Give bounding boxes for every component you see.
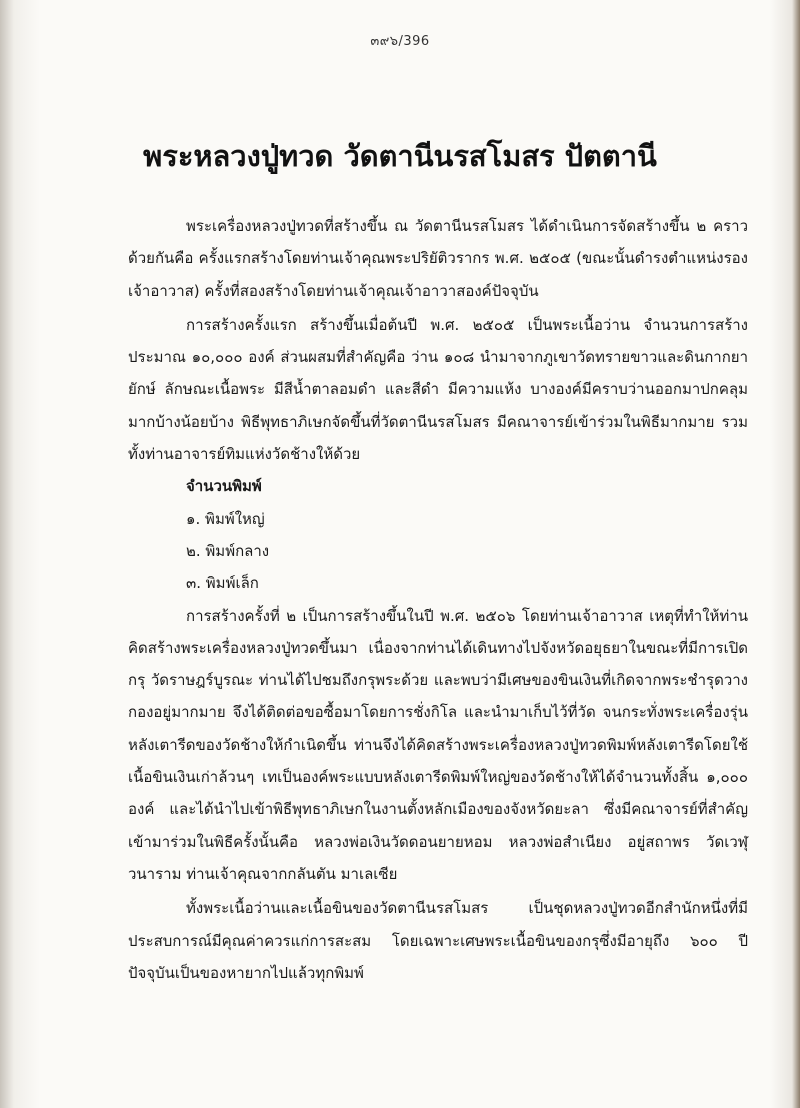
prints-heading: จำนวนพิมพ์ [186,477,262,496]
paragraph-intro: พระเครื่องหลวงปู่ทวดที่สร้างขึ้น ณ วัดตานีนรสโมสร ได้ดำเนินการจัดสร้างขึ้น ๒ คราวด้วยกันคือ ครั้งแรกสร้างโดยท่านเจ้าคุณพระปริยัติวรากร พ.ศ. ๒๕๐๕ (ขณะนั้นดำรงตำแหน่งรองเจ้าอาวาส) ครั้งที่สองสร้างโดยท่านเจ้าคุณเจ้าอาวาสองค์ปัจจุบัน [128,217,748,300]
paragraph-first-creation: การสร้างครั้งแรก สร้างขึ้นเมื่อต้นปี พ.ศ. ๒๕๐๕ เป็นพระเนื้อว่าน จำนวนการสร้างประมาณ ๑๐,๐๐๐ องค์ ส่วนผสมที่สำคัญคือ ว่าน ๑๐๘ นำมาจากภูเขาวัดทรายขาวและดินกากยายักษ์ ลักษณะเนื้อพระ มีสีน้ำตาลอมดำ และสีดำ มีความแห้ง บางองค์มีคราบว่านออกมาปกคลุมมากบ้างน้อยบ้าง พิธีพุทธาภิเษกจัดขึ้นที่วัดตานีนรสโมสร มีคณาจารย์เข้าร่วมในพิธีมากมาย รวมทั้งท่านอาจารย์ทิมแห่งวัดช้างให้ด้วย [128,315,748,464]
paragraph-second-creation: การสร้างครั้งที่ ๒ เป็นการสร้างขึ้นในปี พ.ศ. ๒๕๐๖ โดยท่านเจ้าอาวาส เหตุที่ทำให้ท่านคิดสร้างพระเครื่องหลวงปู่ทวดขึ้นมา เนื่องจากท่านได้เดินทางไปจังหวัดอยุธยาในขณะที่มีการเปิดกรุ วัดราษฎร์บูรณะ ท่านได้ไปชมถึงกรุพระด้วย และพบว่ามีเศษของขินเงินที่เกิดจากพระชำรุดวางกองอยู่มากมาย จึงได้ติดต่อขอซื้อมาโดยการชั่งกิโล และนำมาเก็บไว้ที่วัด จนกระทั่งพระเครื่องรุ่นหลังเตารีดของวัดช้างให้กำเนิดขึ้น ท่านจึงได้คิดสร้างพระเครื่องหลวงปู่ทวดพิมพ์หลังเตารีดโดยใช้เนื้อขินเงินเก่าล้วนๆ เทเป็นองค์พระแบบหลังเตารีดพิมพ์ใหญ่ของวัดช้างให้ได้จำนวนทั้งสิ้น ๑,๐๐๐ องค์ และได้นำไปเข้าพิธีพุทธาภิเษกในงานตั้งหลักเมืองของจังหวัดยะลา ซึ่งมีคณาจารย์ที่สำคัญเข้ามาร่วมในพิธีครั้งนั้นคือ หลวงพ่อเงินวัดดอนยายหอม หลวงพ่อสำเนียง อยู่สถาพร วัดเวฬุวนาราม ท่านเจ้าคุณจากกลันตัน มาเลเซีย [128,606,748,883]
page-number: ๓๙๖/396 [370,34,430,49]
body-text [128,210,748,989]
print-item-medium: ๒. พิมพ์กลาง [186,541,270,560]
print-item-small: ๓. พิมพ์เล็ก [186,574,259,593]
print-item-large: ๑. พิมพ์ใหญ่ [186,509,265,528]
page-title: พระหลวงปู่ทวด วัดตานีนรสโมสร ปัตตานี [143,139,657,173]
paragraph-conclusion: ทั้งพระเนื้อว่านและเนื้อขินของวัดตานีนรสโมสร เป็นชุดหลวงปู่ทวดอีกสำนักหนึ่งที่มีประสบการณ์มีคุณค่าควรแก่การสะสม โดยเฉพาะเศษพระเนื้อขินของกรุซึ่งมีอายุถึง ๖๐๐ ปี ปัจจุบันเป็นของหายากไปแล้วทุกพิมพ์ [128,899,748,982]
